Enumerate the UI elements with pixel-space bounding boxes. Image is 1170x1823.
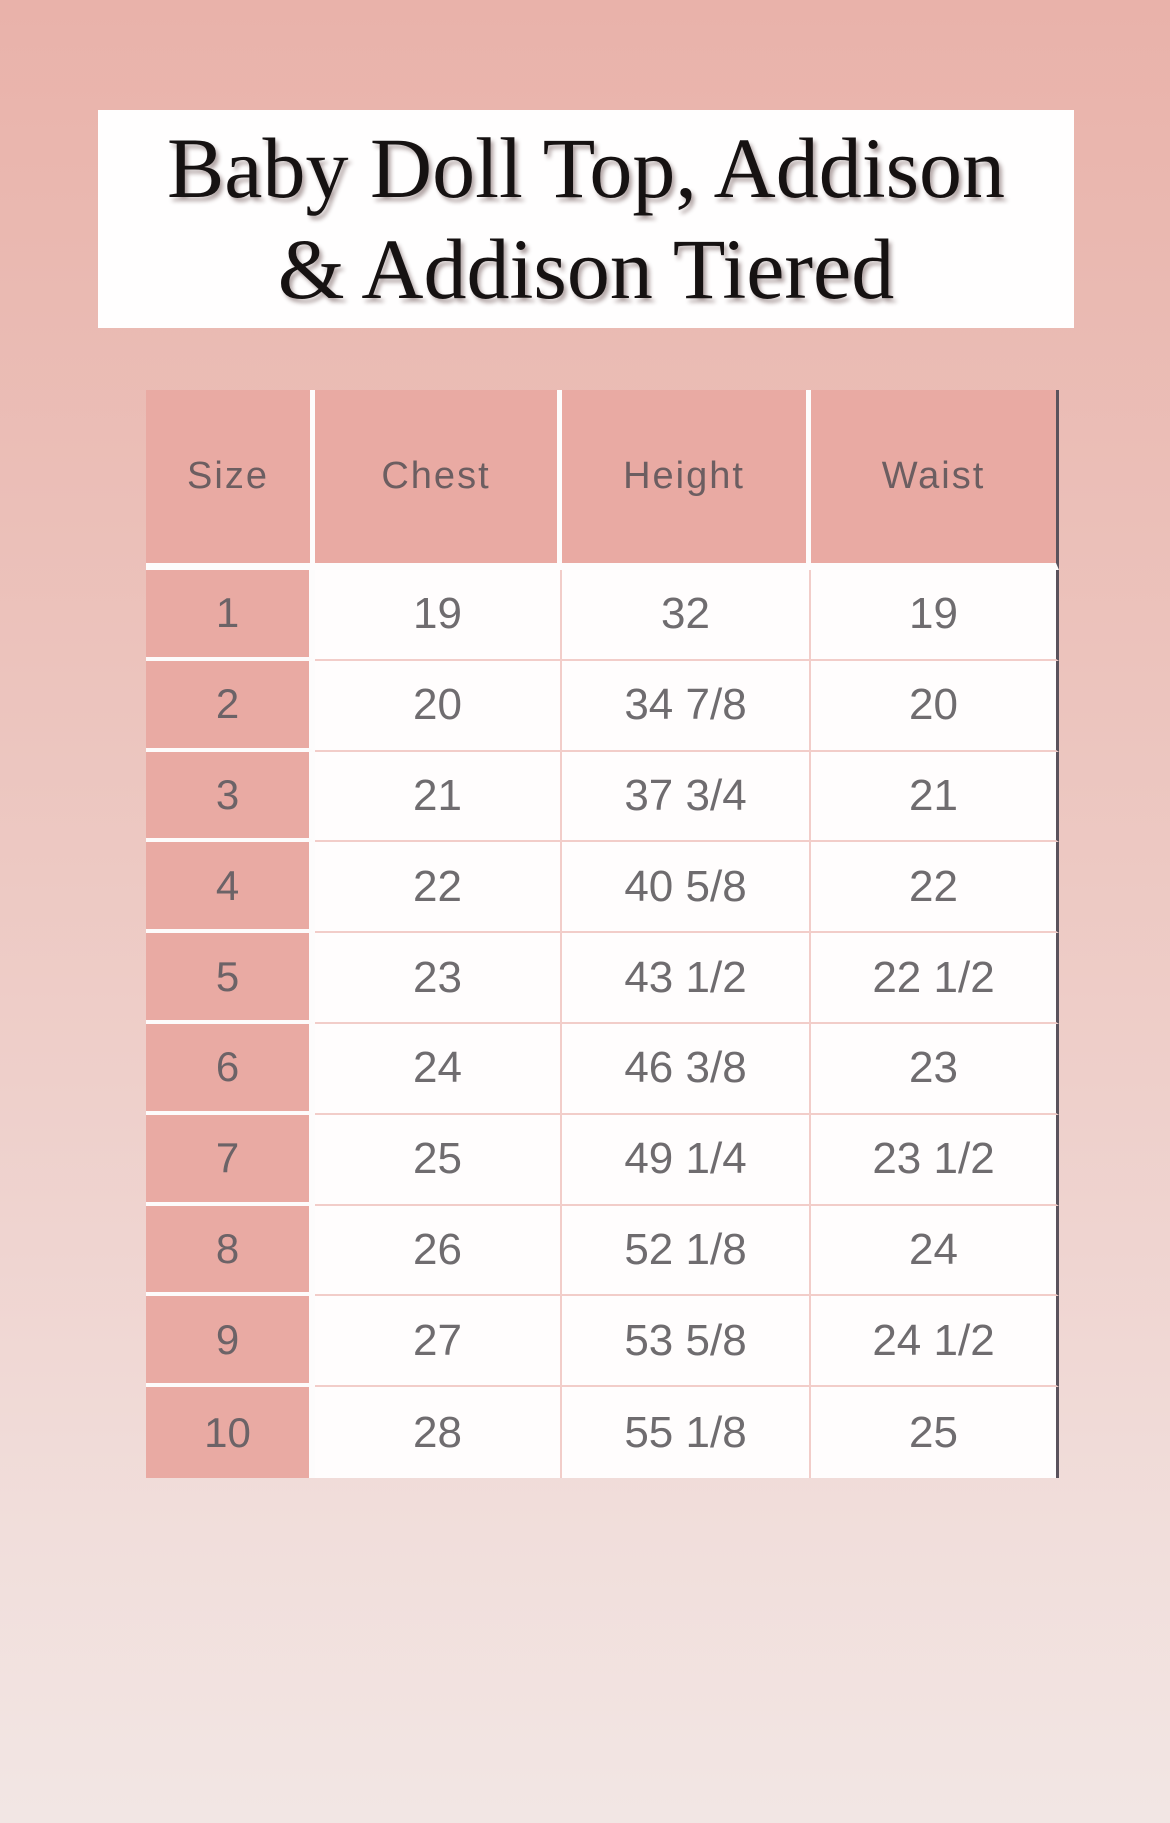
size-cell-row-3: 3	[146, 752, 315, 843]
value-cell: 28	[315, 1387, 562, 1478]
value-cell: 22	[811, 842, 1059, 933]
value-cell: 46 3/8	[562, 1024, 811, 1115]
header-cell-height: Height	[562, 390, 811, 570]
value-cell: 55 1/8	[562, 1387, 811, 1478]
size-cell-row-6: 6	[146, 1024, 315, 1115]
size-chart-table	[146, 390, 1059, 1478]
value-cell: 26	[315, 1206, 562, 1297]
size-cell-row-4: 4	[146, 842, 315, 933]
value-cell: 21	[811, 752, 1059, 843]
value-cell: 19	[811, 570, 1059, 661]
value-cell: 20	[811, 661, 1059, 752]
title-line-2: & Addison Tiered	[277, 221, 895, 317]
value-cell: 34 7/8	[562, 661, 811, 752]
value-cell: 19	[315, 570, 562, 661]
value-cell: 24	[811, 1206, 1059, 1297]
value-cell: 23	[811, 1024, 1059, 1115]
title-line-1: Baby Doll Top, Addison	[166, 120, 1006, 216]
header-cell-size: Size	[146, 390, 315, 570]
value-cell: 20	[315, 661, 562, 752]
size-cell-row-9: 9	[146, 1296, 315, 1387]
value-cell: 22 1/2	[811, 933, 1059, 1024]
value-cell: 27	[315, 1296, 562, 1387]
value-cell: 32	[562, 570, 811, 661]
size-cell-row-5: 5	[146, 933, 315, 1024]
value-cell: 40 5/8	[562, 842, 811, 933]
value-cell: 24	[315, 1024, 562, 1115]
size-cell-row-8: 8	[146, 1206, 315, 1297]
value-cell: 52 1/8	[562, 1206, 811, 1297]
size-cell-row-1: 1	[146, 570, 315, 661]
value-cell: 24 1/2	[811, 1296, 1059, 1387]
value-cell: 25	[315, 1115, 562, 1206]
value-cell: 23 1/2	[811, 1115, 1059, 1206]
value-cell: 49 1/4	[562, 1115, 811, 1206]
value-cell: 53 5/8	[562, 1296, 811, 1387]
title-card	[98, 110, 1074, 328]
size-cell-row-7: 7	[146, 1115, 315, 1206]
value-cell: 37 3/4	[562, 752, 811, 843]
size-cell-row-10: 10	[146, 1387, 315, 1478]
header-cell-chest: Chest	[315, 390, 562, 570]
value-cell: 25	[811, 1387, 1059, 1478]
header-cell-waist: Waist	[811, 390, 1059, 570]
value-cell: 43 1/2	[562, 933, 811, 1024]
size-cell-row-2: 2	[146, 661, 315, 752]
value-cell: 21	[315, 752, 562, 843]
value-cell: 22	[315, 842, 562, 933]
value-cell: 23	[315, 933, 562, 1024]
